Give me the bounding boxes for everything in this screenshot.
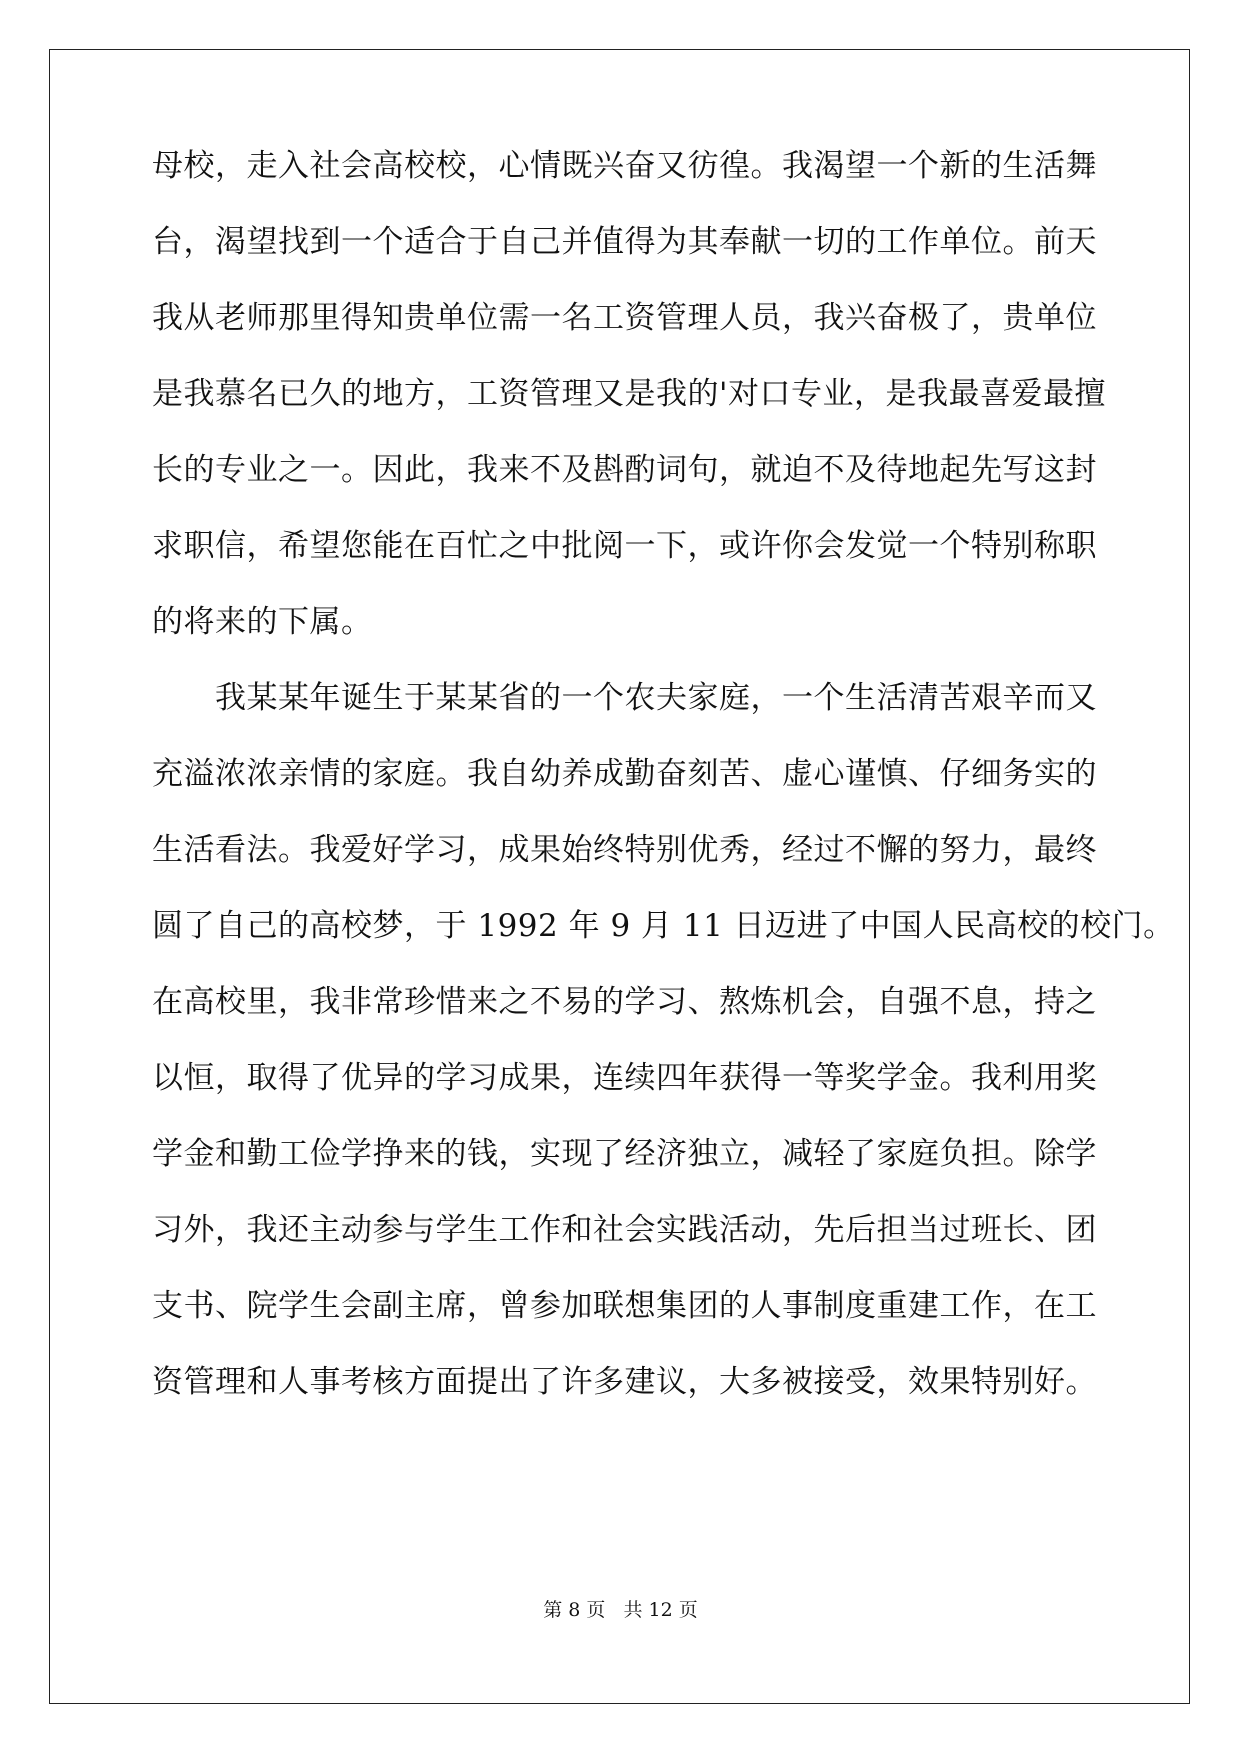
text-line: 资管理和人事考核方面提出了许多建议，大多被接受，效果特别好。 — [152, 1364, 1097, 1400]
text-line: 支书、院学生会副主席，曾参加联想集团的人事制度重建工作，在工 — [152, 1288, 1097, 1324]
text-line: 学金和勤工俭学挣来的钱，实现了经济独立，减轻了家庭负担。除学 — [152, 1136, 1097, 1172]
text-line: 以恒，取得了优异的学习成果，连续四年获得一等奖学金。我利用奖 — [152, 1060, 1097, 1096]
text-line: 在高校里，我非常珍惜来之不易的学习、熬炼机会，自强不息，持之 — [152, 984, 1097, 1020]
text-line: 母校，走入社会高校校，心情既兴奋又彷徨。我渴望一个新的生活舞 — [152, 148, 1097, 184]
text-line: 充溢浓浓亲情的家庭。我自幼养成勤奋刻苦、虚心谨慎、仔细务实的 — [152, 756, 1097, 792]
text-line: 我从老师那里得知贵单位需一名工资管理人员，我兴奋极了，贵单位 — [152, 300, 1097, 336]
text-line: 生活看法。我爱好学习，成果始终特别优秀，经过不懈的努力，最终 — [152, 832, 1097, 868]
page-footer — [0, 1598, 1241, 1622]
text-line: 我某某年诞生于某某省的一个农夫家庭，一个生活清苦艰辛而又 — [152, 680, 1097, 716]
text-line: 台，渴望找到一个适合于自己并值得为其奉献一切的工作单位。前天 — [152, 224, 1097, 260]
text-line: 圆了自己的高校梦，于 1992 年 9 月 11 日迈进了中国人民高校的校门。 — [152, 908, 1175, 944]
page-total: 共 12 页 — [623, 1599, 698, 1621]
page-number: 第 8 页 — [543, 1599, 606, 1621]
text-line: 的将来的下属。 — [152, 604, 373, 640]
text-line: 长的专业之一。因此，我来不及斟酌词句，就迫不及待地起先写这封 — [152, 452, 1097, 488]
text-line: 习外，我还主动参与学生工作和社会实践活动，先后担当过班长、团 — [152, 1212, 1097, 1248]
text-line: 是我慕名已久的地方，工资管理又是我的'对口专业，是我最喜爱最擅 — [152, 376, 1107, 412]
text-line: 求职信，希望您能在百忙之中批阅一下，或许你会发觉一个特别称职 — [152, 528, 1097, 564]
